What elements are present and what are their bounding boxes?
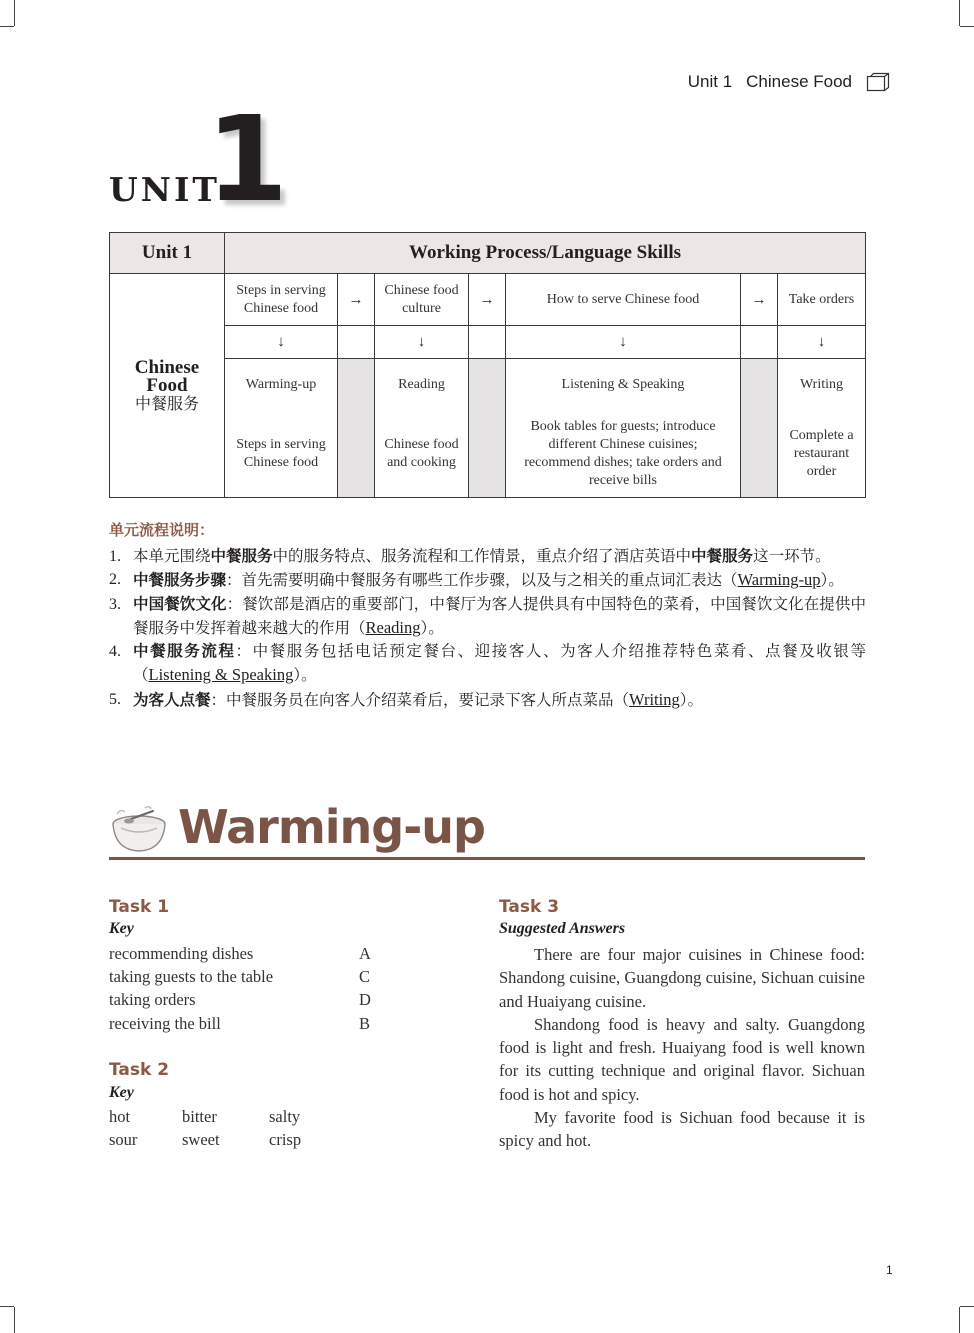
item-text-part: 中的服务特点、服务流程和工作情景，重点介绍了酒店英语中 — [272, 547, 692, 565]
task2-word: bitter — [182, 1107, 217, 1126]
item-bold: 中餐服务步骤 — [133, 571, 227, 590]
step-cell: How to serve Chinese food — [506, 274, 741, 326]
skill-detail: Chinese food and cooking — [384, 437, 459, 470]
skill-cell — [506, 359, 741, 498]
flow-title: 单元流程说明： — [109, 521, 215, 539]
task1-answer: A — [359, 944, 371, 963]
table-corner: Unit 1 — [110, 233, 225, 274]
paragraph: My favorite food is Sichuan food because it is spicy and hot. — [499, 1108, 865, 1151]
item-text-part: ）。 — [293, 666, 317, 685]
unit-name-cn: 中餐服务 — [134, 393, 199, 413]
arrow-down-icon: ↓ — [778, 326, 866, 359]
item-number: 3. — [109, 595, 121, 613]
item-number: 2. — [109, 571, 121, 589]
page-number: 1 — [886, 1263, 893, 1277]
item-text — [133, 545, 866, 568]
table-row — [109, 944, 379, 964]
flow-list — [109, 545, 866, 712]
task1-item: receiving the bill — [109, 1014, 221, 1033]
section-title: Warming-up — [178, 800, 485, 854]
crop-mark — [0, 1306, 14, 1307]
header-unit: Unit 1 — [687, 72, 733, 91]
arrow-right-icon: → — [469, 274, 506, 326]
gray-cell — [741, 359, 778, 498]
task1-item: taking orders — [109, 990, 196, 1009]
section-divider — [109, 857, 865, 860]
arrow-down-icon: ↓ — [375, 326, 469, 359]
unit-label: UNIT — [109, 170, 220, 209]
task2-word: salty — [269, 1107, 301, 1126]
skill-cell — [778, 359, 866, 498]
list-item — [109, 640, 866, 688]
gray-cell — [469, 359, 506, 498]
table-row — [109, 1014, 379, 1034]
paragraph: There are four major cuisines in Chinese food: Shandong cuisine, Guangdong cuisine, Sichuan cuisine and Huaiyang cuisine. — [499, 945, 865, 1011]
process-table — [109, 232, 866, 498]
item-text-part: 这一环节。 — [753, 547, 831, 565]
crop-mark — [959, 1307, 960, 1333]
item-text-part: ：餐饮部是酒店的重要部门，中餐厅为客人提供具有中国特色的菜肴，中国餐饮文化在提供中餐服务中发挥着越来越大的作用（ — [133, 594, 866, 637]
skill-cell — [225, 359, 338, 498]
task3-answer-text — [499, 943, 865, 1153]
unit-name-en: Chinese Food — [134, 356, 200, 396]
task2-title: Task 2 — [109, 1060, 170, 1080]
item-bold: 中餐服务流程 — [133, 642, 236, 661]
step-cell: Take orders — [778, 274, 866, 326]
item-bold: 为客人点餐 — [133, 690, 211, 709]
skill-name: Warming-up — [245, 377, 317, 392]
list-item — [109, 688, 866, 712]
task1-item: recommending dishes — [109, 944, 254, 963]
section-link: Reading — [365, 617, 421, 637]
running-header — [688, 72, 890, 92]
task3-subtitle: Suggested Answers — [499, 920, 626, 937]
item-number: 1. — [109, 548, 121, 565]
task2-word: crisp — [269, 1130, 302, 1149]
crop-mark — [14, 1307, 15, 1333]
item-text-part: ）。 — [679, 690, 703, 709]
section-link: Listening & Speaking — [148, 665, 294, 685]
empty-cell — [469, 326, 506, 359]
arrow-right-icon: → — [338, 274, 375, 326]
arrow-down-icon: ↓ — [506, 326, 741, 359]
empty-cell — [741, 326, 778, 359]
task1-key-label: Key — [109, 920, 134, 937]
item-text — [133, 593, 866, 641]
step-cell: Chinese food culture — [375, 274, 469, 326]
arrow-right-icon: → — [741, 274, 778, 326]
unit-number: 1 — [206, 90, 289, 228]
step-cell: Steps in serving Chinese food — [225, 274, 338, 326]
task1-answer: D — [359, 990, 371, 1009]
header-title: Chinese Food — [746, 72, 852, 91]
bowl-icon — [109, 806, 169, 856]
crop-mark — [14, 0, 15, 26]
skill-detail: Complete a restaurant order — [789, 428, 854, 479]
task3-title: Task 3 — [499, 897, 560, 917]
book-icon — [866, 72, 890, 92]
unit-name-cell — [110, 274, 225, 498]
item-text-part: ）。 — [820, 571, 844, 590]
task1-answer: B — [359, 1014, 371, 1033]
task2-word: sweet — [182, 1130, 220, 1149]
task1-title: Task 1 — [109, 897, 170, 917]
skill-detail: Steps in serving Chinese food — [236, 437, 326, 470]
skill-name: Listening & Speaking — [561, 377, 685, 392]
list-item — [109, 545, 866, 568]
item-number: 4. — [109, 643, 121, 661]
item-text-part: ：中餐服务员在向客人介绍菜肴后，要记录下客人所点菜品（ — [210, 690, 630, 709]
table-row — [109, 990, 379, 1010]
table-heading: Working Process/Language Skills — [225, 233, 866, 274]
gray-cell — [338, 359, 375, 498]
item-text-part: ：首先需要明确中餐服务有哪些工作步骤，以及与之相关的重点词汇表达（ — [226, 571, 738, 590]
skill-name: Reading — [398, 377, 445, 392]
section-link: Writing — [629, 689, 680, 709]
item-bold: 中国餐饮文化 — [133, 594, 227, 613]
task2-word: sour — [109, 1130, 138, 1149]
task1-answer: C — [359, 967, 371, 986]
item-text — [133, 568, 866, 592]
task1-item: taking guests to the table — [109, 967, 274, 986]
task2-key-label: Key — [109, 1084, 134, 1101]
paragraph: Shandong food is heavy and salty. Guangdong food is light and fresh. Huaiyang food is well known for its cutting technique and original flavor. Sichuan food is hot and spicy. — [499, 1014, 865, 1104]
item-number: 5. — [109, 690, 121, 708]
item-text-part: 本单元围绕 — [133, 547, 211, 565]
item-text-part: ）。 — [420, 618, 444, 637]
item-text — [133, 688, 866, 712]
crop-mark — [960, 26, 974, 27]
skill-name: Writing — [800, 377, 844, 392]
item-bold: 中餐服务 — [691, 547, 754, 565]
section-link: Warming-up — [737, 570, 821, 590]
empty-cell — [338, 326, 375, 359]
crop-mark — [960, 1306, 974, 1307]
item-bold: 中餐服务 — [210, 547, 273, 565]
item-text — [133, 640, 866, 688]
table-row — [109, 967, 379, 987]
item-text-part: ：中餐服务包括电话预定餐台、迎接客人、为客人介绍推荐特色菜肴、点餐及收银等（ — [133, 642, 866, 685]
skill-detail: Book tables for guests; introduce different Chinese cuisines; recommend dishes; take orders and receive bills — [524, 419, 722, 488]
crop-mark — [0, 26, 14, 27]
list-item — [109, 568, 866, 592]
crop-mark — [959, 0, 960, 26]
list-item — [109, 593, 866, 641]
task2-word: hot — [109, 1107, 131, 1126]
skill-cell — [375, 359, 469, 498]
arrow-down-icon: ↓ — [225, 326, 338, 359]
